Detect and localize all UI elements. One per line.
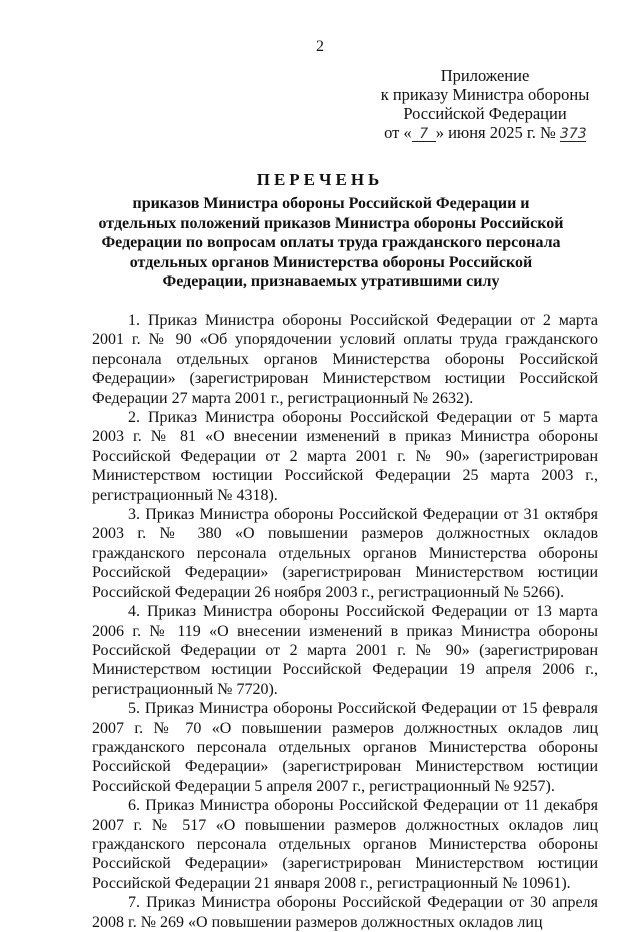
list-item: 5. Приказ Министра обороны Российской Федерации от 15 февраля 2007 г. № 70 «О повышении размеров должностных окладов лиц гражданского персонала отдельных органов Министерства обороны Российской Федерации» (зарегистрирован Министерством юстиции Российской Федерации 5 апреля 2007 г., регистрационный № 9257). bbox=[92, 700, 598, 795]
appendix-date-line bbox=[360, 123, 610, 142]
page-number: 2 bbox=[316, 38, 324, 55]
items-list bbox=[92, 311, 598, 932]
list-item: 2. Приказ Министра обороны Российской Федерации от 5 марта 2003 г. № 81 «О внесении изменений в приказ Министра обороны Российской Федерации от 2 марта 2001 г. № 90» (зарегистрирован Министерством юстиции Российской Федерации 25 марта 2003 г., регистрационный № 4318). bbox=[92, 409, 598, 504]
document-title: ПЕРЕЧЕНЬ bbox=[256, 170, 384, 189]
list-item: 1. Приказ Министра обороны Российской Федерации от 2 марта 2001 г. № 90 «Об упорядочении условий оплаты труда гражданского персонала отдельных органов Министерства обороны Российской Федерации» (зарегистрирован Министерством юстиции Российской Федерации 27 марта 2001 г., регистрационный № 2632). bbox=[92, 312, 598, 407]
appendix-line-1: Приложение bbox=[440, 66, 530, 85]
appendix-block bbox=[360, 66, 610, 142]
date-prefix: от « bbox=[384, 123, 412, 142]
document-subtitle: приказов Министра обороны Российской Федерации и отдельных положений приказов Министра обороны Российской Федерации по вопросам оплаты труда гражданского персонала отдельных органов Министерства обороны Российской Федерации, признаваемых утратившими силу bbox=[98, 195, 564, 290]
list-item: 7. Приказ Министра обороны Российской Федерации от 30 апреля 2008 г. № 269 «О повышении размеров должностных окладов лиц bbox=[92, 894, 598, 931]
date-mid: » июня 2025 г. № bbox=[435, 123, 556, 142]
appendix-line-3: Российской Федерации bbox=[403, 104, 567, 123]
list-item: 6. Приказ Министра обороны Российской Федерации от 11 декабря 2007 г. № 517 «О повышении размеров должностных окладов лиц гражданского персонала отдельных органов Министерства обороны Российской Федерации» (зарегистрирован Министерством юстиции Российской Федерации 21 января 2008 г., регистрационный № 10961). bbox=[92, 797, 598, 892]
handwritten-day: 7 bbox=[412, 127, 436, 142]
appendix-line-2: к приказу Министра обороны bbox=[380, 85, 590, 104]
list-item: 4. Приказ Министра обороны Российской Федерации от 13 марта 2006 г. № 119 «О внесении изменений в приказ Министра обороны Российской Федерации от 2 марта 2001 г. № 90» (зарегистрирован Министерством юстиции Российской Федерации 19 апреля 2006 г., регистрационный № 7720). bbox=[92, 603, 598, 698]
handwritten-order-number: 373 bbox=[559, 126, 587, 142]
list-item: 3. Приказ Министра обороны Российской Федерации от 31 октября 2003 г. № 380 «О повышении размеров должностных окладов гражданского персонала отдельных органов Министерства обороны Российской Федерации» (зарегистрирован Министерством юстиции Российской Федерации 26 ноября 2003 г., регистрационный № 5266). bbox=[92, 506, 598, 601]
